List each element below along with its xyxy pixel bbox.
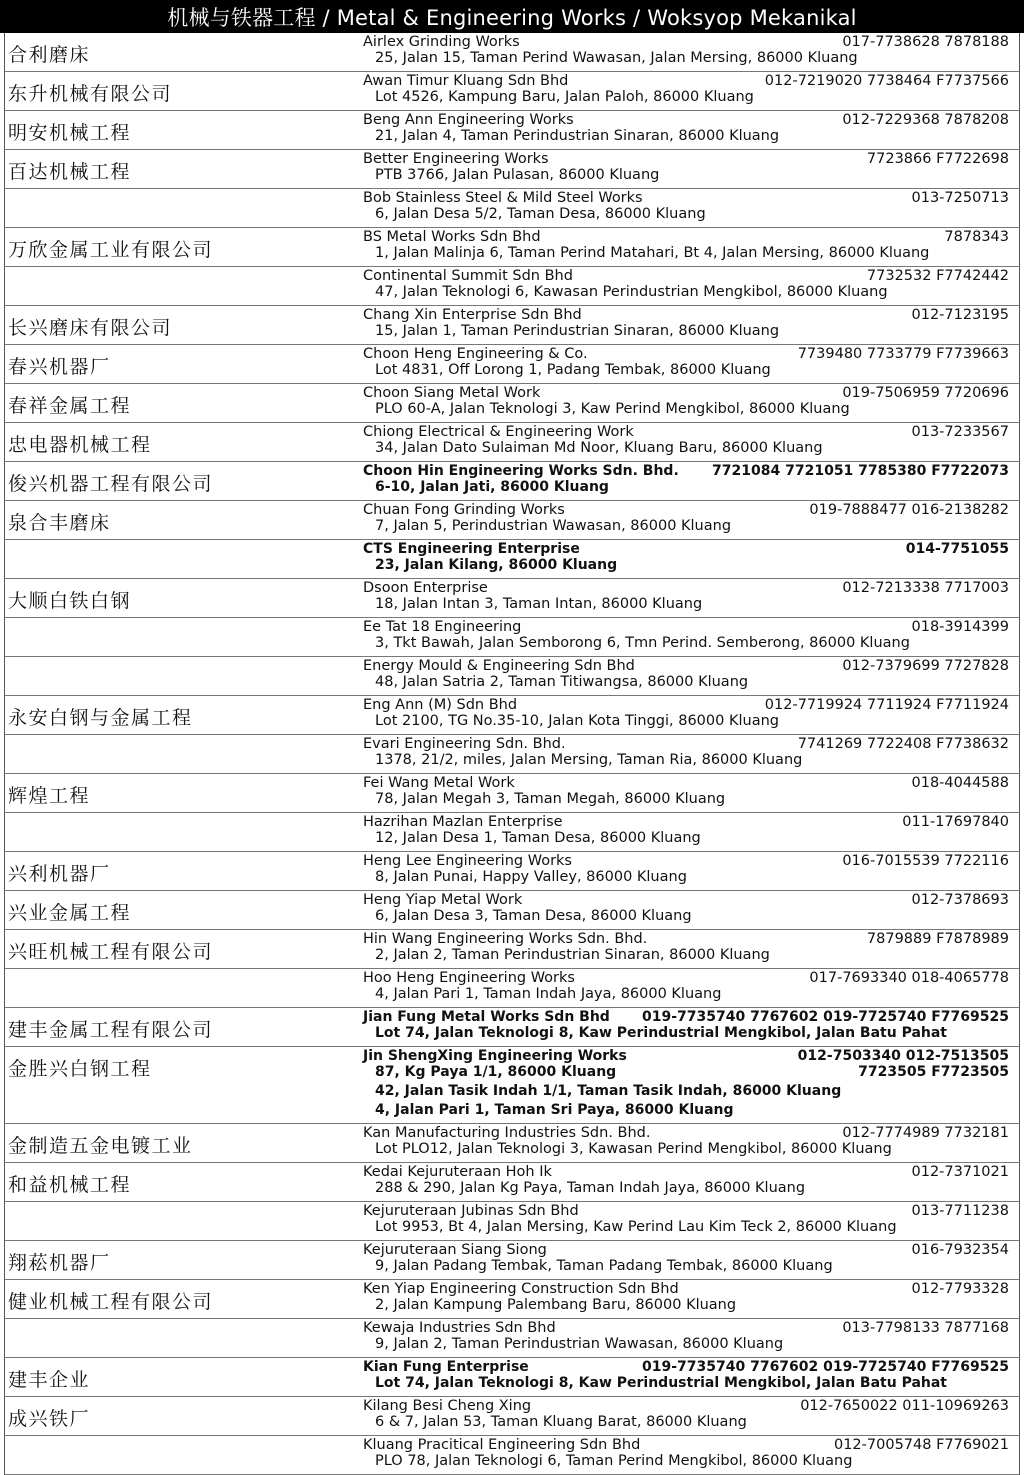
table-row <box>5 1047 1019 1124</box>
company-address: 18, Jalan Intan 3, Taman Intan, 86000 Kluang <box>375 596 703 612</box>
table-row <box>5 930 1019 969</box>
company-name: CTS Engineering Enterprise <box>363 541 580 557</box>
chinese-name: 俊兴机器工程有限公司 <box>8 473 214 495</box>
phone-numbers: 017-7738628 7878188 <box>842 34 1009 50</box>
company-name: Continental Summit Sdn Bhd <box>363 268 573 284</box>
table-row <box>5 345 1019 384</box>
company-address: 34, Jalan Dato Sulaiman Md Noor, Kluang Baru, 86000 Kluang <box>375 440 823 456</box>
company-address: 78, Jalan Megah 3, Taman Megah, 86000 Kluang <box>375 791 726 807</box>
company-name: Better Engineering Works <box>363 151 549 167</box>
company-name: Hin Wang Engineering Works Sdn. Bhd. <box>363 931 648 947</box>
company-address: 1, Jalan Malinja 6, Taman Perind Matahari, Bt 4, Jalan Mersing, 86000 Kluang <box>375 245 930 261</box>
table-row <box>5 969 1019 1008</box>
company-name: Dsoon Enterprise <box>363 580 488 596</box>
company-address: Lot 4526, Kampung Baru, Jalan Paloh, 86000 Kluang <box>375 89 754 105</box>
company-address: PLO 60-A, Jalan Teknologi 3, Kaw Perind Mengkibol, 86000 Kluang <box>375 401 850 417</box>
table-row <box>5 579 1019 618</box>
table-row <box>5 189 1019 228</box>
company-name: Choon Siang Metal Work <box>363 385 541 401</box>
company-name: Heng Yiap Metal Work <box>363 892 523 908</box>
chinese-name: 东升机械有限公司 <box>8 83 173 105</box>
table-row <box>5 462 1019 501</box>
company-name: Chang Xin Enterprise Sdn Bhd <box>363 307 582 323</box>
company-address: 8, Jalan Punai, Happy Valley, 86000 Kluang <box>375 869 687 885</box>
phone-numbers: 7723866 F7722698 <box>866 151 1009 167</box>
phone-numbers: 013-7711238 <box>911 1203 1009 1219</box>
phone-numbers: 012-7123195 <box>911 307 1009 323</box>
table-row <box>5 696 1019 735</box>
phone-numbers: 012-7503340 012-7513505 <box>797 1048 1009 1064</box>
company-address: 6, Jalan Desa 3, Taman Desa, 86000 Kluang <box>375 908 692 924</box>
table-row <box>5 501 1019 540</box>
phone-numbers: 014-7751055 <box>905 541 1009 557</box>
chinese-name: 永安白钢与金属工程 <box>8 707 193 729</box>
company-name: Kian Fung Enterprise <box>363 1359 529 1375</box>
chinese-name: 金制造五金电镀工业 <box>8 1135 193 1157</box>
company-name: Jin ShengXing Engineering Works <box>363 1048 627 1064</box>
company-address: 21, Jalan 4, Taman Perindustrian Sinaran, 86000 Kluang <box>375 128 780 144</box>
table-row <box>5 228 1019 267</box>
table-row <box>5 267 1019 306</box>
chinese-name: 辉煌工程 <box>8 785 91 807</box>
company-name: Kilang Besi Cheng Xing <box>363 1398 532 1414</box>
company-address: Lot PLO12, Jalan Teknologi 3, Kawasan Perind Mengkibol, 86000 Kluang <box>375 1141 892 1157</box>
company-address: 87, Kg Paya 1/1, 86000 Kluang <box>375 1064 617 1080</box>
table-row <box>5 774 1019 813</box>
table-row <box>5 891 1019 930</box>
company-address: 48, Jalan Satria 2, Taman Titiwangsa, 86000 Kluang <box>375 674 749 690</box>
company-name: Jian Fung Metal Works Sdn Bhd <box>363 1009 610 1025</box>
phone-numbers: 013-7233567 <box>911 424 1009 440</box>
table-row <box>5 384 1019 423</box>
phone-numbers: 019-7735740 7767602 019-7725740 F7769525 <box>641 1359 1009 1375</box>
table-row <box>5 1436 1019 1475</box>
company-name: Kedai Kejuruteraan Hoh Ik <box>363 1164 552 1180</box>
page-header <box>0 0 1024 33</box>
phone-numbers: 019-7735740 7767602 019-7725740 F7769525 <box>641 1009 1009 1025</box>
phone-numbers: 012-7774989 7732181 <box>842 1125 1009 1141</box>
table-row <box>5 423 1019 462</box>
phone-numbers: 019-7888477 016-2138282 <box>809 502 1009 518</box>
chinese-name: 翔菘机器厂 <box>8 1252 111 1274</box>
company-address: 6-10, Jalan Jati, 86000 Kluang <box>375 479 609 495</box>
company-name: Chuan Fong Grinding Works <box>363 502 565 518</box>
company-address: 15, Jalan 1, Taman Perindustrian Sinaran, 86000 Kluang <box>375 323 780 339</box>
table-row <box>5 150 1019 189</box>
phone-numbers: 7721084 7721051 7785380 F7722073 <box>712 463 1009 479</box>
company-address-3: 4, Jalan Pari 1, Taman Sri Paya, 86000 Kluang <box>375 1102 734 1118</box>
company-name: Awan Timur Kluang Sdn Bhd <box>363 73 569 89</box>
company-name: Ken Yiap Engineering Construction Sdn Bhd <box>363 1281 679 1297</box>
chinese-name: 建丰企业 <box>8 1369 91 1391</box>
phone-numbers: 012-7005748 F7769021 <box>833 1437 1009 1453</box>
company-address: 2, Jalan 2, Taman Perindustrian Sinaran, 86000 Kluang <box>375 947 770 963</box>
directory-table <box>4 33 1020 1475</box>
chinese-name: 大顺白铁白钢 <box>8 590 132 612</box>
company-address: Lot 74, Jalan Teknologi 8, Kaw Perindustrial Mengkibol, Jalan Batu Pahat <box>375 1375 948 1391</box>
chinese-name: 春祥金属工程 <box>8 395 132 417</box>
company-address: 1378, 21/2, miles, Jalan Mersing, Taman Ria, 86000 Kluang <box>375 752 803 768</box>
company-name: Bob Stainless Steel & Mild Steel Works <box>363 190 643 206</box>
company-name: Kan Manufacturing Industries Sdn. Bhd. <box>363 1125 651 1141</box>
chinese-name: 兴旺机械工程有限公司 <box>8 941 214 963</box>
company-address: 2, Jalan Kampung Palembang Baru, 86000 Kluang <box>375 1297 737 1313</box>
company-name: Kewaja Industries Sdn Bhd <box>363 1320 556 1336</box>
company-name: Energy Mould & Engineering Sdn Bhd <box>363 658 635 674</box>
table-row <box>5 1397 1019 1436</box>
company-address: 4, Jalan Pari 1, Taman Indah Jaya, 86000 Kluang <box>375 986 722 1002</box>
company-address: 25, Jalan 15, Taman Perind Wawasan, Jalan Mersing, 86000 Kluang <box>375 50 858 66</box>
company-name: Eng Ann (M) Sdn Bhd <box>363 697 518 713</box>
table-row <box>5 1241 1019 1280</box>
chinese-name: 金胜兴白钢工程 <box>8 1058 152 1080</box>
company-name: Choon Hin Engineering Works Sdn. Bhd. <box>363 463 679 479</box>
phone-numbers: 7741269 7722408 F7738632 <box>797 736 1009 752</box>
table-row <box>5 1280 1019 1319</box>
chinese-name: 健业机械工程有限公司 <box>8 1291 214 1313</box>
chinese-name: 合利磨床 <box>8 44 91 66</box>
table-row <box>5 111 1019 150</box>
phone-numbers-extra: 7723505 F7723505 <box>858 1064 1009 1080</box>
phone-numbers: 012-7719924 7711924 F7711924 <box>764 697 1009 713</box>
phone-numbers: 012-7219020 7738464 F7737566 <box>764 73 1009 89</box>
chinese-name: 成兴铁厂 <box>8 1408 91 1430</box>
table-row <box>5 735 1019 774</box>
phone-numbers: 7878343 <box>944 229 1009 245</box>
company-address: 3, Tkt Bawah, Jalan Semborong 6, Tmn Perind. Semberong, 86000 Kluang <box>375 635 910 651</box>
company-address: Lot 74, Jalan Teknologi 8, Kaw Perindustrial Mengkibol, Jalan Batu Pahat <box>375 1025 948 1041</box>
company-address: 6 & 7, Jalan 53, Taman Kluang Barat, 86000 Kluang <box>375 1414 747 1430</box>
table-row <box>5 1163 1019 1202</box>
chinese-name: 和益机械工程 <box>8 1174 132 1196</box>
phone-numbers: 018-4044588 <box>911 775 1009 791</box>
phone-numbers: 7732532 F7742442 <box>866 268 1009 284</box>
table-row <box>5 1358 1019 1397</box>
chinese-name: 春兴机器厂 <box>8 356 111 378</box>
phone-numbers: 016-7015539 7722116 <box>842 853 1009 869</box>
company-address: 6, Jalan Desa 5/2, Taman Desa, 86000 Kluang <box>375 206 706 222</box>
company-name: Kluang Pracitical Engineering Sdn Bhd <box>363 1437 641 1453</box>
company-name: Evari Engineering Sdn. Bhd. <box>363 736 566 752</box>
company-address: Lot 9953, Bt 4, Jalan Mersing, Kaw Perind Lau Kim Teck 2, 86000 Kluang <box>375 1219 897 1235</box>
table-row <box>5 1202 1019 1241</box>
company-address: 288 & 290, Jalan Kg Paya, Taman Indah Jaya, 86000 Kluang <box>375 1180 806 1196</box>
phone-numbers: 019-7506959 7720696 <box>842 385 1009 401</box>
company-address: 12, Jalan Desa 1, Taman Desa, 86000 Kluang <box>375 830 701 846</box>
company-name: Kejuruteraan Siang Siong <box>363 1242 547 1258</box>
phone-numbers: 018-3914399 <box>911 619 1009 635</box>
company-name: Beng Ann Engineering Works <box>363 112 574 128</box>
company-address: Lot 4831, Off Lorong 1, Padang Tembak, 86000 Kluang <box>375 362 771 378</box>
chinese-name: 兴业金属工程 <box>8 902 132 924</box>
table-row <box>5 657 1019 696</box>
phone-numbers: 012-7213338 7717003 <box>842 580 1009 596</box>
phone-numbers: 7739480 7733779 F7739663 <box>797 346 1009 362</box>
company-address: PLO 78, Jalan Teknologi 6, Taman Perind Mengkibol, 86000 Kluang <box>375 1453 853 1469</box>
table-row <box>5 72 1019 111</box>
company-name: Chiong Electrical & Engineering Work <box>363 424 634 440</box>
company-address: PTB 3766, Jalan Pulasan, 86000 Kluang <box>375 167 660 183</box>
table-row <box>5 540 1019 579</box>
company-address: 47, Jalan Teknologi 6, Kawasan Perindustrian Mengkibol, 86000 Kluang <box>375 284 888 300</box>
company-name: Kejuruteraan Jubinas Sdn Bhd <box>363 1203 579 1219</box>
phone-numbers: 013-7798133 7877168 <box>842 1320 1009 1336</box>
company-address: Lot 2100, TG No.35-10, Jalan Kota Tinggi, 86000 Kluang <box>375 713 779 729</box>
company-name: Ee Tat 18 Engineering <box>363 619 522 635</box>
chinese-name: 兴利机器厂 <box>8 863 111 885</box>
company-name: Choon Heng Engineering & Co. <box>363 346 588 362</box>
phone-numbers: 013-7250713 <box>911 190 1009 206</box>
phone-numbers: 011-17697840 <box>902 814 1009 830</box>
chinese-name: 明安机械工程 <box>8 122 132 144</box>
table-row <box>5 852 1019 891</box>
company-name: Hazrihan Mazlan Enterprise <box>363 814 563 830</box>
company-address: 7, Jalan 5, Perindustrian Wawasan, 86000 Kluang <box>375 518 732 534</box>
company-address-2: 42, Jalan Tasik Indah 1/1, Taman Tasik Indah, 86000 Kluang <box>375 1083 842 1099</box>
chinese-name: 泉合丰磨床 <box>8 512 111 534</box>
table-row <box>5 1319 1019 1358</box>
company-address: 9, Jalan 2, Taman Perindustrian Wawasan, 86000 Kluang <box>375 1336 784 1352</box>
phone-numbers: 017-7693340 018-4065778 <box>809 970 1009 986</box>
phone-numbers: 016-7932354 <box>911 1242 1009 1258</box>
company-address: 9, Jalan Padang Tembak, Taman Padang Tembak, 86000 Kluang <box>375 1258 833 1274</box>
phone-numbers: 012-7650022 011-10969263 <box>800 1398 1009 1414</box>
phone-numbers: 012-7378693 <box>911 892 1009 908</box>
company-name: BS Metal Works Sdn Bhd <box>363 229 541 245</box>
phone-numbers: 012-7229368 7878208 <box>842 112 1009 128</box>
company-name: Heng Lee Engineering Works <box>363 853 572 869</box>
company-name: Hoo Heng Engineering Works <box>363 970 575 986</box>
phone-numbers: 7879889 F7878989 <box>866 931 1009 947</box>
company-name: Fei Wang Metal Work <box>363 775 515 791</box>
chinese-name: 万欣金属工业有限公司 <box>8 239 214 261</box>
table-row <box>5 1124 1019 1163</box>
table-row <box>5 1008 1019 1047</box>
phone-numbers: 012-7371021 <box>911 1164 1009 1180</box>
phone-numbers: 012-7793328 <box>911 1281 1009 1297</box>
table-row <box>5 813 1019 852</box>
phone-numbers: 012-7379699 7727828 <box>842 658 1009 674</box>
chinese-name: 长兴磨床有限公司 <box>8 317 173 339</box>
table-row <box>5 33 1019 72</box>
chinese-name: 忠电器机械工程 <box>8 434 152 456</box>
chinese-name: 建丰金属工程有限公司 <box>8 1019 214 1041</box>
page-title: 机械与铁器工程 / Metal & Engineering Works / Woksyop Mekanikal <box>167 5 857 30</box>
table-row <box>5 306 1019 345</box>
table-row <box>5 618 1019 657</box>
chinese-name: 百达机械工程 <box>8 161 132 183</box>
company-address: 23, Jalan Kilang, 86000 Kluang <box>375 557 618 573</box>
company-name: Airlex Grinding Works <box>363 34 520 50</box>
